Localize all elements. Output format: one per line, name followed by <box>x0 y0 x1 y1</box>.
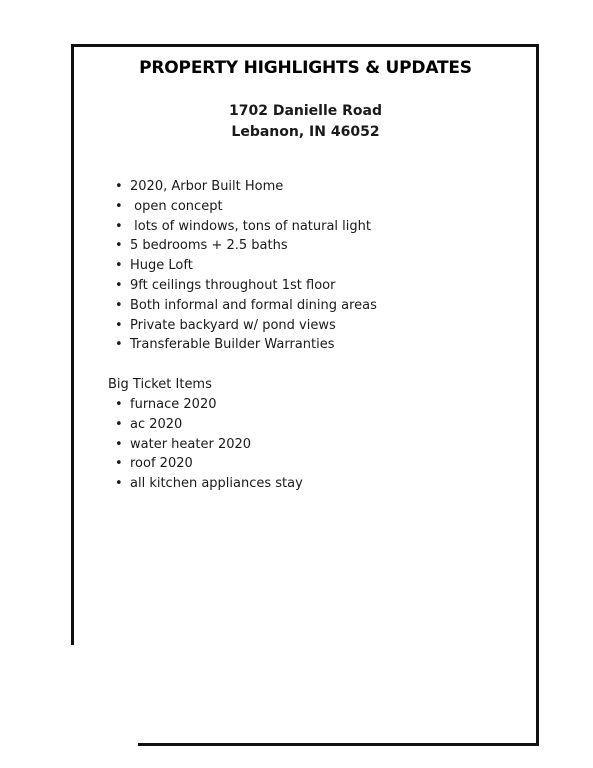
page-title: PROPERTY HIGHLIGHTS & UPDATES <box>139 58 472 78</box>
bullet-icon: • <box>115 317 123 333</box>
list-item <box>112 316 377 336</box>
address-city-state-zip: Lebanon, IN 46052 <box>231 124 380 140</box>
bullet-icon: • <box>115 436 123 452</box>
highlight-text: Transferable Builder Warranties <box>130 337 335 353</box>
list-item <box>112 415 303 435</box>
address-street: 1702 Danielle Road <box>228 103 382 119</box>
highlight-text: 9ft ceilings throughout 1st floor <box>130 277 336 293</box>
list-item <box>112 395 303 415</box>
big-ticket-text: all kitchen appliances stay <box>130 476 303 492</box>
frame-top-border <box>71 44 539 47</box>
frame-bottom-border <box>138 743 539 746</box>
big-ticket-text: furnace 2020 <box>130 397 217 412</box>
bullet-icon: • <box>115 179 123 194</box>
highlight-text: 2020, Arbor Built Home <box>130 179 284 194</box>
highlights-list <box>112 177 377 355</box>
bullet-icon: • <box>115 238 123 254</box>
bullet-icon: • <box>115 258 123 274</box>
list-item <box>112 296 377 316</box>
big-ticket-text: water heater 2020 <box>130 436 252 452</box>
big-ticket-heading: Big Ticket Items <box>108 377 212 392</box>
property-address <box>0 101 593 143</box>
highlight-text: 5 bedrooms + 2.5 baths <box>130 238 288 254</box>
bullet-icon: • <box>115 297 123 313</box>
bullet-icon: • <box>115 218 123 234</box>
highlight-text: Huge Loft <box>130 258 193 274</box>
bullet-icon: • <box>115 397 123 412</box>
bullet-icon: • <box>115 476 123 492</box>
list-item <box>112 454 303 474</box>
list-item <box>112 236 377 256</box>
list-item <box>112 256 377 276</box>
bullet-icon: • <box>115 337 123 353</box>
big-ticket-text: roof 2020 <box>130 456 193 472</box>
list-item <box>112 435 303 455</box>
bullet-icon: • <box>115 198 123 214</box>
bullet-icon: • <box>115 416 123 432</box>
big-ticket-list <box>112 395 303 494</box>
frame-right-border <box>536 44 539 746</box>
list-item <box>112 217 377 237</box>
list-item <box>112 197 377 217</box>
list-item <box>112 335 377 355</box>
highlight-text: open concept <box>130 198 223 214</box>
bullet-icon: • <box>115 456 123 472</box>
bullet-icon: • <box>115 277 123 293</box>
highlight-text: Private backyard w/ pond views <box>130 317 336 333</box>
list-item <box>112 276 377 296</box>
list-item <box>112 474 303 494</box>
big-ticket-text: ac 2020 <box>130 416 183 432</box>
list-item <box>112 177 377 197</box>
highlight-text: Both informal and formal dining areas <box>130 297 377 313</box>
highlight-text: lots of windows, tons of natural light <box>130 218 371 234</box>
